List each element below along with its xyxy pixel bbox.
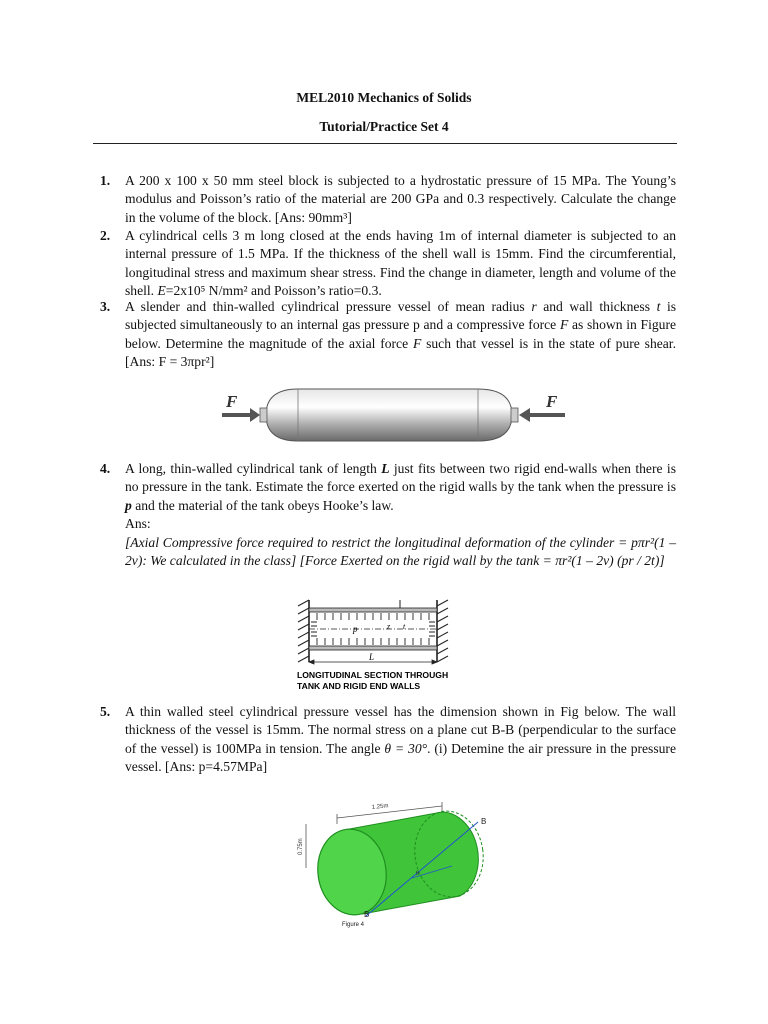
force-label-left: F xyxy=(226,392,238,411)
cylinder-body xyxy=(312,807,488,920)
vessel-body xyxy=(266,389,512,441)
diameter-label: 0.75m xyxy=(298,838,304,855)
answer-text: [Axial Compressive force required to restrict the longitudinal deformation of the cylinder = pπr²(1 – 2ν): We calculated in the class] [Force Exerted on the rigid wall by the tank = πr²(1 – 2ν) (pr / 2t)] xyxy=(125,534,676,569)
symbol-r: r xyxy=(531,299,537,314)
question-text: A long, thin-walled cylindrical tank of length xyxy=(125,461,382,476)
question-text: and wall thickness xyxy=(536,299,657,314)
header-rule xyxy=(93,143,677,144)
symbol-F: F xyxy=(412,335,422,351)
question-text: such that vessel is in the state of pure shear. xyxy=(421,335,676,351)
right-nozzle xyxy=(511,408,518,422)
theta-symbol: θ xyxy=(416,871,419,877)
question-text: A cylindrical cells 3 m long closed at the ends having 1m of internal diameter is subjected to an internal pressure of 1.5 MPa. If the thickness of the shell wall is 15mm. Find the circumferential, longitudinal stress and maximum shear stress. Find the change in diameter, length and volume of the shell. xyxy=(125,228,676,299)
question-text: A thin walled steel cylindrical pressure vessel has the dimension shown in Fig below. The wall thickness of the vessel is 15mm. The normal stress on a plane cut B-B (perpendicular to the surface of the vessel) is 100MPa in tension. The angle xyxy=(125,704,676,756)
cut-label-top: B xyxy=(481,817,487,826)
set-title: Tutorial/Practice Set 4 xyxy=(319,119,449,134)
symbol-L: L xyxy=(381,461,390,476)
theta-value: θ = 30° xyxy=(384,740,428,756)
question-4 xyxy=(100,460,676,570)
length-label: 1.25m xyxy=(371,803,389,811)
question-text: and the material of the tank obeys Hooke’s law. xyxy=(131,497,394,513)
left-nozzle xyxy=(260,408,267,422)
answer-label: Ans: xyxy=(125,516,151,532)
cut-label-bottom: B xyxy=(364,910,370,919)
question-text: A slender and thin-walled cylindrical pressure vessel of mean radius xyxy=(125,299,532,314)
question-text: just fits between two rigid end-walls when there is no pressure in the tank. Estimate the force exerted on the rigid walls by the tank when the pressure is xyxy=(125,461,676,495)
question-number: 2. xyxy=(100,228,111,243)
question-text: . (i) Detemine the air pressure in the pressure vessel. xyxy=(125,740,676,775)
figure-caption-line-2: TANK AND RIGID END WALLS xyxy=(297,681,421,691)
symbol-t: t xyxy=(656,299,661,314)
question-number: 4. xyxy=(100,461,111,476)
rigid-wall-left xyxy=(298,600,309,662)
course-title: MEL2010 Mechanics of Solids xyxy=(296,90,472,105)
force-label-right: F xyxy=(546,392,558,411)
symbol-p: p xyxy=(125,497,132,513)
question-text: as shown in Figure below. Determine the magnitude of the axial force xyxy=(125,317,677,351)
length-symbol: L xyxy=(369,652,375,662)
rigid-wall-right xyxy=(437,600,448,662)
answer: [Ans: 90mm³] xyxy=(274,209,352,225)
question-1 xyxy=(100,172,676,227)
question-text: A 200 x 100 x 50 mm steel block is subjected to a hydrostatic pressure of 15 MPa. The Young’s modulus and Poisson’s ratio of the material are 200 GPa and 0.3 respectively. Calculate the change in the volume of the block. xyxy=(125,173,676,225)
question-number: 1. xyxy=(100,173,111,188)
thickness-symbol: t xyxy=(403,622,406,631)
figure-caption: Figure 4 xyxy=(342,922,365,928)
pressure-symbol: p xyxy=(353,624,358,634)
answer: [Ans: F = 3πpr²] xyxy=(125,354,215,370)
radius-symbol: z xyxy=(387,622,391,631)
right-force-arrow xyxy=(519,408,565,422)
pressure-vessel-figure xyxy=(220,385,570,445)
question-number: 3. xyxy=(100,299,111,314)
answer: [Ans: p=4.57MPa] xyxy=(165,759,268,775)
question-3 xyxy=(100,298,676,372)
question-2 xyxy=(100,227,676,301)
question-5 xyxy=(100,703,676,777)
question-text: is subjected simultaneously to an internal gas pressure p and a compressive force xyxy=(125,299,677,333)
symbol-F: F xyxy=(559,317,569,333)
tank-section-figure xyxy=(295,598,485,694)
question-number: 5. xyxy=(100,704,111,719)
steel-vessel-figure xyxy=(292,800,502,928)
modulus-symbol: E xyxy=(157,283,166,299)
figure-caption-line-1: LONGITUDINAL SECTION THROUGH xyxy=(297,670,449,680)
modulus-value: =2x10⁵ N/mm² and Poisson’s ratio=0.3. xyxy=(165,283,382,299)
